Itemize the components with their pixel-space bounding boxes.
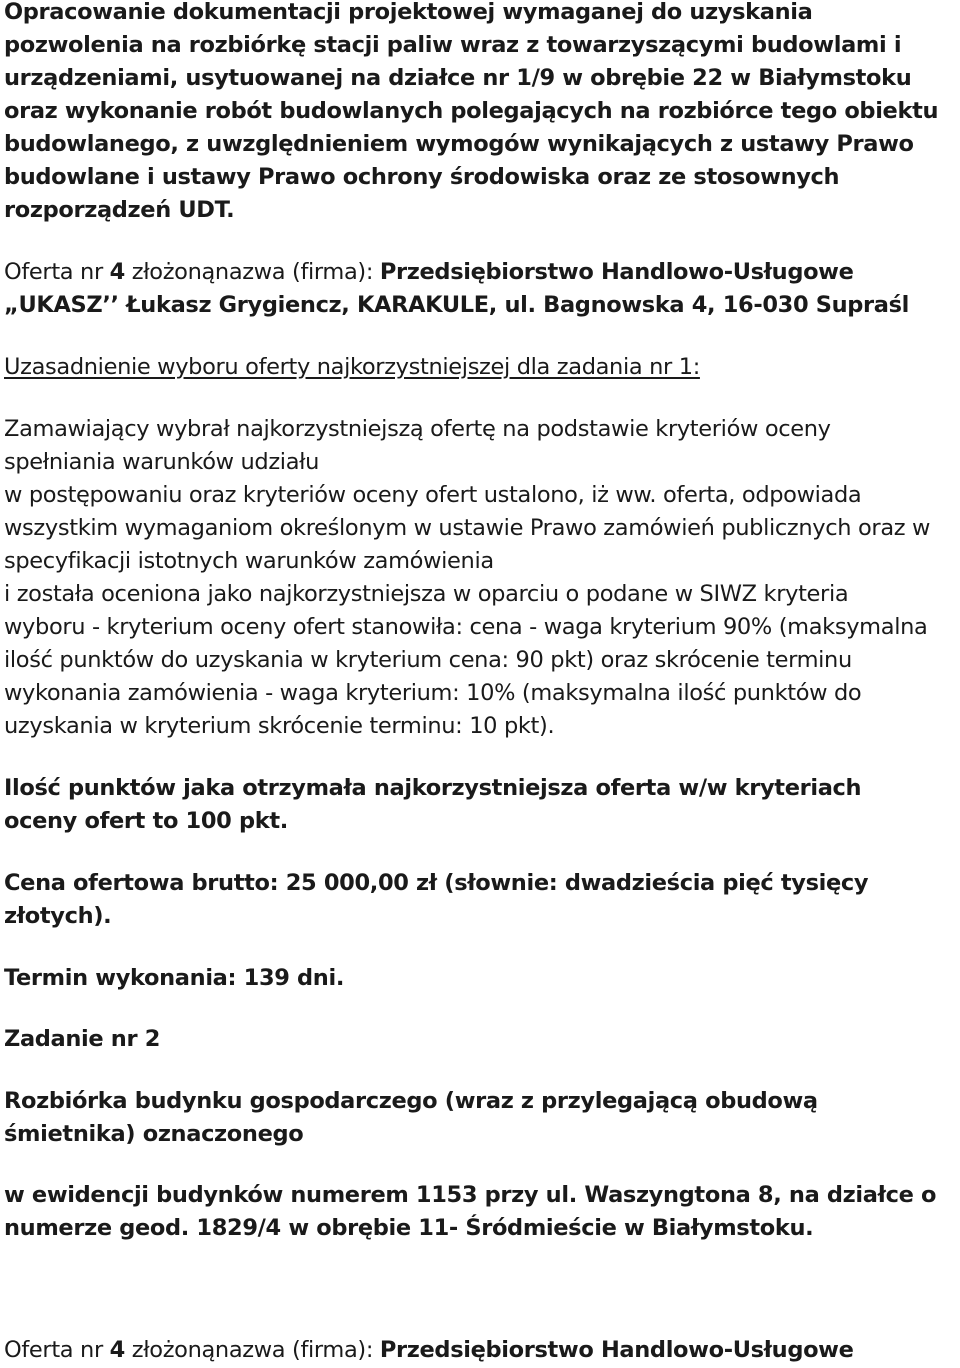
justification-line-8: ilość punktów do uzyskania w kryterium cena: 90 pkt) oraz skrócenie terminu xyxy=(4,647,852,673)
offer-2-prefix: Oferta nr xyxy=(4,1337,110,1363)
offer-1-prefix: Oferta nr xyxy=(4,259,110,285)
justification-line-7: wyboru - kryterium oceny ofert stanowiła: cena - waga kryterium 90% (maksymalna xyxy=(4,614,928,640)
offer-1-label: złożonąnazwa (firma): xyxy=(124,259,380,285)
offer-1-firm-address: „UKASZ’’ Łukasz Grygiencz, KARAKULE, ul. Bagnowska 4, 16-030 Supraśl xyxy=(4,292,909,318)
offer-1-number: 4 xyxy=(109,259,125,285)
task-2-location-line-1: w ewidencji budynków numerem 1153 przy ul. Waszyngtona 8, na działce o xyxy=(4,1182,937,1208)
justification-heading: Uzasadnienie wyboru oferty najkorzystniejszej dla zadania nr 1: xyxy=(4,354,700,380)
points-line-1: Ilość punktów jaka otrzymała najkorzystniejsza oferta w/w kryteriach xyxy=(4,775,862,801)
title-line-1: Opracowanie dokumentacji projektowej wymaganej do uzyskania xyxy=(4,0,813,25)
justification-line-4: wszystkim wymaganiom określonym w ustawie Prawo zamówień publicznych oraz w xyxy=(4,515,931,541)
justification-line-9: wykonania zamówienia - waga kryterium: 10% (maksymalna ilość punktów do xyxy=(4,680,862,706)
price-line-2: złotych). xyxy=(4,903,112,929)
title-line-3: urządzeniami, usytuowanej na działce nr 1/9 w obrębie 22 w Białymstoku xyxy=(4,65,912,91)
offer-2-line-1 xyxy=(4,1334,854,1367)
justification-line-2: spełniania warunków udziału xyxy=(4,449,320,475)
task-2-desc-line-1: Rozbiórka budynku gospodarczego (wraz z przylegającą obudową xyxy=(4,1088,818,1114)
price-line-1: Cena ofertowa brutto: 25 000,00 zł (słownie: dwadzieścia pięć tysięcy xyxy=(4,870,869,896)
title-line-7: rozporządzeń UDT. xyxy=(4,197,235,223)
justification-line-5: specyfikacji istotnych warunków zamówienia xyxy=(4,548,494,574)
justification-line-3: w postępowaniu oraz kryteriów oceny ofert ustalono, iż ww. oferta, odpowiada xyxy=(4,482,862,508)
justification-line-6: i została oceniona jako najkorzystniejsza w oparciu o podane w SIWZ kryteria xyxy=(4,581,849,607)
term-line: Termin wykonania: 139 dni. xyxy=(4,965,345,991)
offer-2-number: 4 xyxy=(109,1337,125,1363)
task-2-heading: Zadanie nr 2 xyxy=(4,1026,161,1052)
offer-1-line-1 xyxy=(4,256,854,289)
title-line-2: pozwolenia na rozbiórkę stacji paliw wraz z towarzyszącymi budowlami i xyxy=(4,32,902,58)
points-line-2: oceny ofert to 100 pkt. xyxy=(4,808,288,834)
title-line-5: budowlanego, z uwzględnieniem wymogów wynikających z ustawy Prawo xyxy=(4,131,914,157)
offer-1-firm-name: Przedsiębiorstwo Handlowo-Usługowe xyxy=(379,259,854,285)
task-2-desc-line-2: śmietnika) oznaczonego xyxy=(4,1121,304,1147)
offer-2-firm-name: Przedsiębiorstwo Handlowo-Usługowe xyxy=(379,1337,854,1363)
justification-line-1: Zamawiający wybrał najkorzystniejszą ofertę na podstawie kryteriów oceny xyxy=(4,416,831,442)
task-2-location-line-2: numerze geod. 1829/4 w obrębie 11- Śródmieście w Białymstoku. xyxy=(4,1215,814,1241)
title-line-6: budowlane i ustawy Prawo ochrony środowiska oraz ze stosownych xyxy=(4,164,840,190)
title-line-4: oraz wykonanie robót budowlanych polegających na rozbiórce tego obiektu xyxy=(4,98,939,124)
offer-2-label: złożonąnazwa (firma): xyxy=(124,1337,380,1363)
justification-line-10: uzyskania w kryterium skrócenie terminu: 10 pkt). xyxy=(4,713,555,739)
